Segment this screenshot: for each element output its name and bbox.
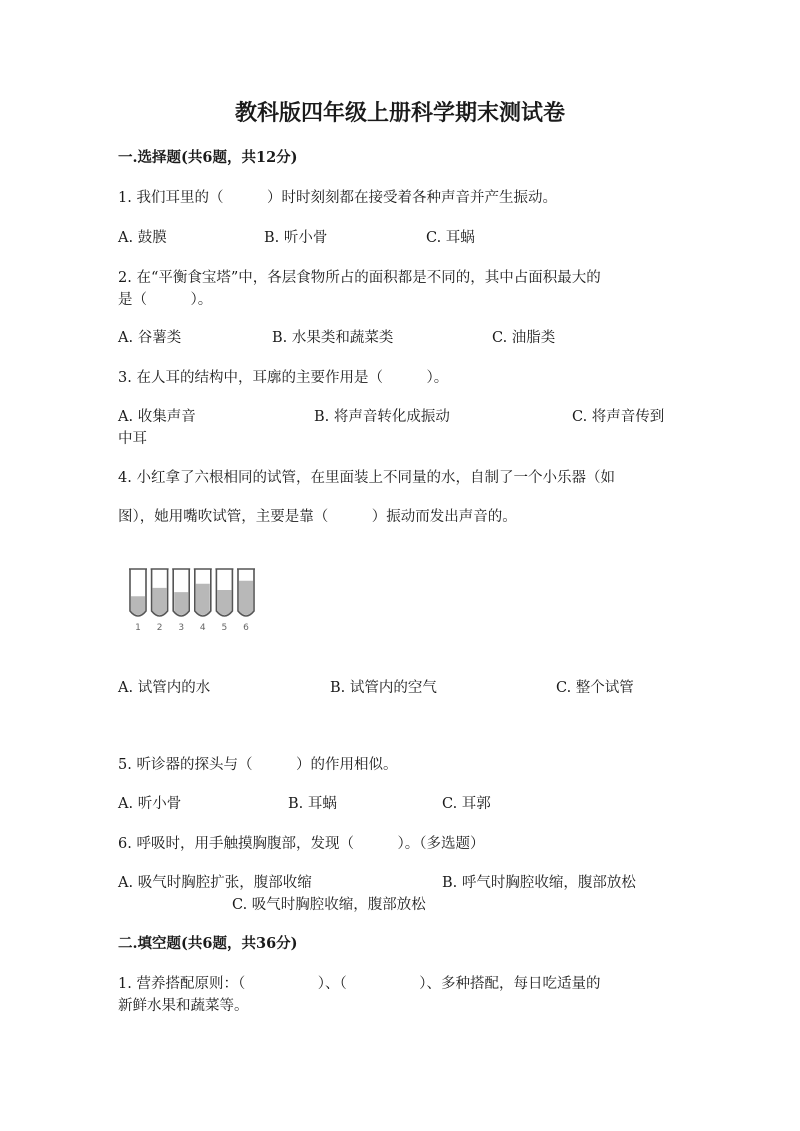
question-2-stem-line2: 是（ ）。	[118, 292, 213, 308]
test-tube	[129, 569, 147, 633]
question-3-option-b: B. 将声音转化成振动	[314, 409, 450, 425]
question-4-option-c: C. 整个试管	[556, 680, 634, 696]
tube-label: 4	[199, 623, 206, 633]
question-1-option-a: A. 鼓膜	[118, 230, 167, 246]
test-tube	[215, 569, 233, 633]
question-6-option-a: A. 吸气时胸腔扩张，腹部收缩	[118, 875, 312, 891]
question-5-option-a: A. 听小骨	[118, 796, 182, 812]
question-6-option-b: B. 呼气时胸腔收缩，腹部放松	[442, 875, 636, 891]
question-5-stem: 5. 听诊器的探头与（ ）的作用相似。	[118, 757, 398, 773]
question-1-stem: 1. 我们耳里的（ ）时时刻刻都在接受着各种声音并产生振动。	[118, 190, 557, 206]
tube-label: 5	[221, 623, 228, 633]
test-tube	[194, 569, 212, 633]
fill-1-line1: 1. 营养搭配原则：（ ）、（ ）、多种搭配，每日吃适量的	[118, 976, 601, 992]
question-3-option-c-wrap: 中耳	[118, 431, 147, 447]
question-2-option-c: C. 油脂类	[492, 330, 556, 346]
question-3-option-c: C. 将声音传到	[572, 409, 665, 425]
question-2-option-a: A. 谷薯类	[118, 330, 182, 346]
water-fill	[153, 588, 167, 615]
tube-label: 6	[243, 623, 249, 633]
water-fill	[174, 592, 188, 615]
test-tubes-figure	[126, 565, 260, 637]
question-4-option-b: B. 试管内的空气	[330, 680, 437, 696]
question-6-option-c: C. 吸气时胸腔收缩，腹部放松	[232, 897, 426, 913]
tube-label: 2	[156, 623, 163, 633]
question-3-option-a: A. 收集声音	[118, 409, 196, 425]
question-1-option-c: C. 耳蜗	[426, 230, 475, 246]
question-4-option-a: A. 试管内的水	[118, 680, 211, 696]
water-fill	[196, 584, 210, 615]
question-4-stem-line2: 图），她用嘴吹试管，主要是靠（ ）振动而发出声音的。	[118, 509, 517, 525]
fill-1-line2: 新鲜水果和蔬菜等。	[118, 998, 249, 1014]
tube-label: 3	[178, 623, 185, 633]
test-tube	[151, 569, 169, 633]
section-heading-fill: 二.填空题(共6题，共36分)	[118, 935, 298, 952]
tube-label: 1	[135, 623, 141, 633]
water-fill	[131, 596, 145, 615]
test-tube	[237, 569, 255, 633]
question-6-stem: 6. 呼吸时，用手触摸胸腹部，发现（ ）。（多选题）	[118, 836, 485, 852]
question-5-option-c: C. 耳郭	[442, 796, 491, 812]
page-title: 教科版四年级上册科学期末测试卷	[234, 100, 565, 126]
water-fill	[217, 590, 231, 615]
question-2-option-b: B. 水果类和蔬菜类	[272, 330, 394, 346]
question-1-option-b: B. 听小骨	[264, 230, 328, 246]
question-3-stem: 3. 在人耳的结构中，耳廓的主要作用是（ ）。	[118, 370, 449, 386]
section-heading-choice: 一.选择题(共6题，共12分)	[118, 149, 298, 166]
question-5-option-b: B. 耳蜗	[288, 796, 337, 812]
question-4-stem-line1: 4. 小红拿了六根相同的试管，在里面装上不同量的水，自制了一个小乐器（如	[118, 470, 615, 486]
water-fill	[239, 581, 253, 615]
test-tube	[172, 569, 190, 633]
question-2-stem-line1: 2. 在“平衡食宝塔”中，各层食物所占的面积都是不同的，其中占面积最大的	[118, 270, 601, 286]
